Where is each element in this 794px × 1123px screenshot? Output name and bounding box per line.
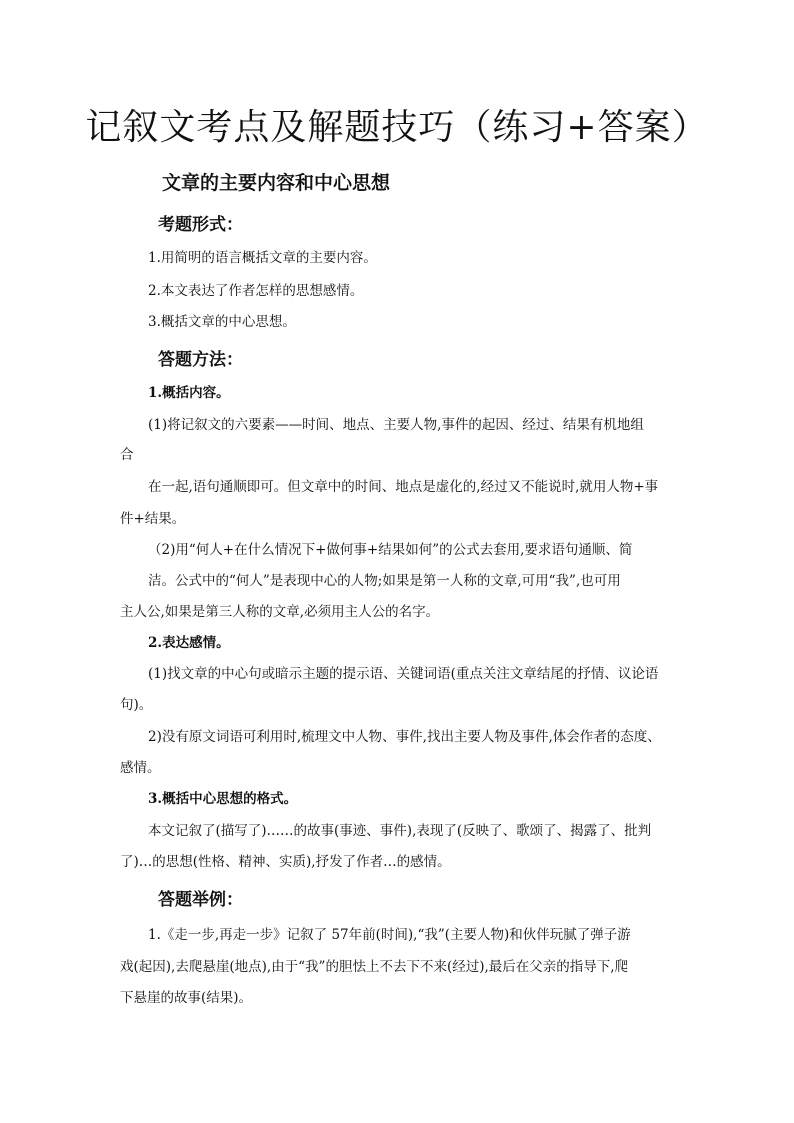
method-3-title: 3.概括中心思想的格式。 bbox=[148, 791, 298, 807]
method-1-text-line: 件+结果。 bbox=[120, 511, 186, 527]
methods-heading: 答题方法： bbox=[158, 350, 243, 370]
example-text-line: 1.《走一步,再走一步》记叙了 57年前(时间),“我”(主要人物)和伙伴玩腻了弹子游 bbox=[148, 927, 631, 943]
method-1-text-line: 在一起,语句通顺即可。但文章中的时间、地点是虚化的,经过又不能说时,就用人物+事 bbox=[148, 479, 659, 495]
exam-form-item: 3.概括文章的中心思想。 bbox=[148, 314, 296, 330]
method-1-text-line: 主人公,如果是第三人称的文章,必须用主人公的名字。 bbox=[120, 604, 440, 620]
method-1-text-line: 合 bbox=[120, 447, 134, 463]
examples-heading: 答题举例： bbox=[158, 890, 243, 910]
exam-form-item: 1.用简明的语言概括文章的主要内容。 bbox=[148, 250, 377, 266]
method-1-title: 1.概括内容。 bbox=[148, 385, 230, 401]
exam-forms-heading: 考题形式： bbox=[158, 215, 243, 235]
example-text-line: 戏(起因),去爬悬崖(地点),由于“我”的胆怯上不去下不来(经过),最后在父亲的指导下,爬 bbox=[120, 959, 629, 975]
exam-form-item: 2.本文表达了作者怎样的思想感情。 bbox=[148, 283, 364, 299]
method-2-text-line: 感情。 bbox=[120, 760, 161, 776]
method-2-text-line: 句)。 bbox=[120, 697, 153, 713]
example-text-line: 下悬崖的故事(结果)。 bbox=[120, 990, 253, 1006]
section-title: 文章的主要内容和中心思想 bbox=[162, 172, 391, 194]
method-2-text-line: (1)找文章的中心句或暗示主题的提示语、关键词语(重点关注文章结尾的抒情、议论语 bbox=[148, 666, 659, 682]
method-1-text-line: （2)用“何人+在什么情况下+做何事+结果如何”的公式去套用,要求语句通顺、简 bbox=[148, 542, 633, 558]
document-title: 记叙文考点及解题技巧（练习+答案） bbox=[85, 107, 709, 148]
method-3-text-line: 本文记叙了(描写了)……的故事(事迹、事件),表现了(反映了、歌颂了、揭露了、批判 bbox=[148, 823, 652, 839]
method-1-text-line: 洁。公式中的“何人”是表现中心的人物;如果是第一人称的文章,可用“我”,也可用 bbox=[148, 573, 621, 589]
method-2-title: 2.表达感情。 bbox=[148, 635, 230, 651]
method-3-text-line: 了)…的思想(性格、精神、实质),抒发了作者…的感情。 bbox=[120, 854, 451, 870]
method-2-text-line: 2)没有原文词语可利用时,梳理文中人物、事件,找出主要人物及事件,体会作者的态度、 bbox=[148, 729, 661, 745]
method-1-text-line: (1)将记叙文的六要素——时间、地点、主要人物,事件的起因、经过、结果有机地组 bbox=[148, 417, 644, 433]
